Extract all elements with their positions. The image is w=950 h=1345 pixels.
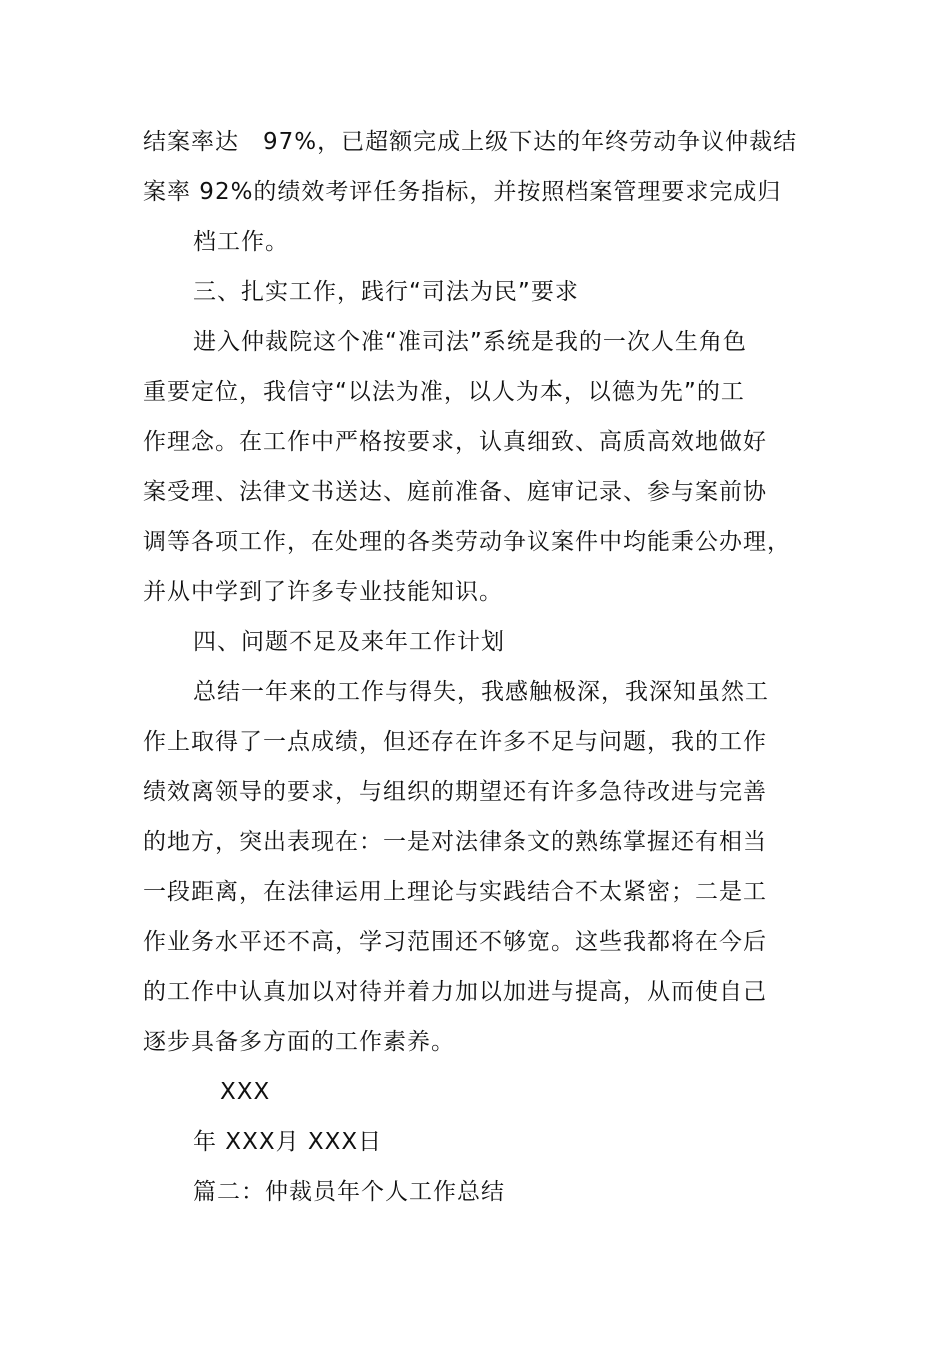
text-line: 并从中学到了许多专业技能知识。 <box>143 579 503 605</box>
text-line: 结案率达 97%，已超额完成上级下达的年终劳动争议仲裁结 <box>143 129 798 155</box>
signature-name: XXX <box>220 1079 271 1105</box>
signature-date: 年 XXX月 XXX日 <box>193 1129 383 1155</box>
paragraph-first-line: 总结一年来的工作与得失，我感触极深，我深知虽然工 <box>193 679 769 705</box>
text-line: 重要定位，我信守“以法为准，以人为本，以德为先”的工 <box>143 379 745 405</box>
text-line: 作业务水平还不高，学习范围还不够宽。这些我都将在今后 <box>143 929 767 955</box>
text-line: 作上取得了一点成绩，但还存在许多不足与问题，我的工作 <box>143 729 767 755</box>
paragraph-first-line: 进入仲裁院这个准“准司法”系统是我的一次人生角色 <box>193 329 747 355</box>
text-line: 档工作。 <box>193 229 289 255</box>
text-line: 调等各项工作，在处理的各类劳动争议案件中均能秉公办理， <box>143 529 791 555</box>
text-line: 一段距离，在法律运用上理论与实践结合不太紧密；二是工 <box>143 879 767 905</box>
text-line: 逐步具备多方面的工作素养。 <box>143 1029 455 1055</box>
text-line: 作理念。在工作中严格按要求，认真细致、高质高效地做好 <box>143 429 767 455</box>
text-line: 的地方，突出表现在：一是对法律条文的熟练掌握还有相当 <box>143 829 767 855</box>
section-heading: 四、问题不足及来年工作计划 <box>193 629 505 655</box>
text-line: 的工作中认真加以对待并着力加以加进与提高，从而使自己 <box>143 979 767 1005</box>
text-line: 绩效离领导的要求，与组织的期望还有许多急待改进与完善 <box>143 779 767 805</box>
text-line: 案受理、法律文书送达、庭前准备、庭审记录、参与案前协 <box>143 479 767 505</box>
text-line: 案率 92%的绩效考评任务指标，并按照档案管理要求完成归 <box>143 179 782 205</box>
section-heading: 三、扎实工作，践行“司法为民”要求 <box>193 279 579 305</box>
next-section-title: 篇二：仲裁员年个人工作总结 <box>193 1179 505 1205</box>
